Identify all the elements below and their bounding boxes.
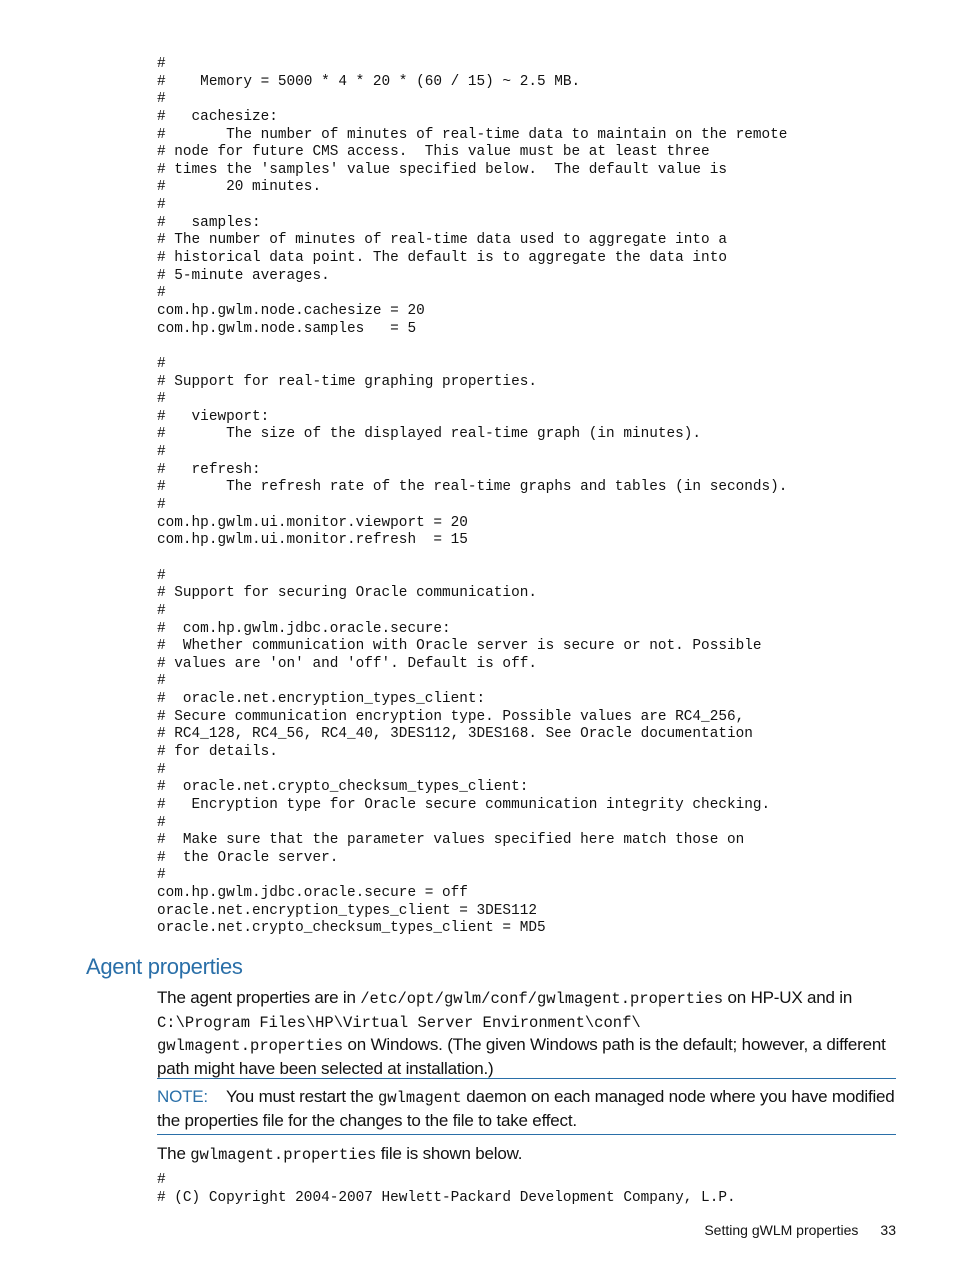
code-line: # xyxy=(157,285,166,302)
code-line: # cachesize: xyxy=(157,108,278,125)
paragraph-file-shown xyxy=(157,1143,897,1167)
paragraph-text: file is shown below. xyxy=(376,1144,523,1163)
code-line: # 5-minute averages. xyxy=(157,267,330,284)
code-listing-agent-properties xyxy=(157,1172,736,1207)
code-line: com.hp.gwlm.ui.monitor.refresh = 15 xyxy=(157,532,468,549)
paragraph-agent-properties-path xyxy=(157,987,897,1079)
code-line: com.hp.gwlm.jdbc.oracle.secure = off xyxy=(157,885,468,902)
file-name: gwlmagent.properties xyxy=(190,1146,377,1164)
code-line: # xyxy=(157,761,166,778)
code-line: com.hp.gwlm.node.cachesize = 20 xyxy=(157,302,425,319)
path-windows: C:\Program Files\HP\Virtual Server Environment\conf\ xyxy=(157,1013,641,1032)
code-line: # The size of the displayed real-time graph (in minutes). xyxy=(157,426,702,443)
note-body: daemon on each managed node where you have modified the properties file for the changes to the file to take effect. xyxy=(157,1087,895,1130)
code-line: # refresh: xyxy=(157,461,261,478)
code-line: # com.hp.gwlm.jdbc.oracle.secure: xyxy=(157,620,451,637)
code-line: # xyxy=(157,444,166,461)
code-line: # xyxy=(157,197,166,214)
paragraph-text: The agent properties are in xyxy=(157,988,361,1007)
code-line: # viewport: xyxy=(157,408,270,425)
code-listing-properties xyxy=(157,56,787,938)
code-line xyxy=(157,338,787,356)
section-heading: Agent properties xyxy=(86,954,243,979)
code-line: # times the 'samples' value specified below. The default value is xyxy=(157,161,727,178)
code-line: # RC4_128, RC4_56, RC4_40, 3DES112, 3DES168. See Oracle documentation xyxy=(157,726,753,743)
code-line: # the Oracle server. xyxy=(157,849,339,866)
code-line: # for details. xyxy=(157,743,278,760)
code-line: # samples: xyxy=(157,214,261,231)
code-line: # xyxy=(157,91,166,108)
paragraph-text: on Windows. (The given Windows path is the default; however, a different path might have been selected at installation.) xyxy=(157,1035,886,1078)
code-line: oracle.net.encryption_types_client = 3DES112 xyxy=(157,902,537,919)
code-line: # Make sure that the parameter values specified here match those on xyxy=(157,832,745,849)
code-line: # The number of minutes of real-time data to maintain on the remote xyxy=(157,126,788,143)
code-line: # xyxy=(157,56,166,72)
code-line: # xyxy=(157,673,166,690)
code-line: # Support for real-time graphing properties. xyxy=(157,373,537,390)
daemon-name: gwlmagent xyxy=(377,1089,462,1107)
code-line: # xyxy=(157,1172,166,1188)
code-line: # Memory = 5000 * 4 * 20 * (60 / 15) ~ 2.5 MB. xyxy=(157,73,581,90)
paragraph-text: The xyxy=(157,1144,191,1163)
code-line: # (C) Copyright 2004-2007 Hewlett-Packard Development Company, L.P. xyxy=(157,1189,736,1206)
code-line: # Secure communication encryption type. Possible values are RC4_256, xyxy=(157,708,745,725)
code-line: # Whether communication with Oracle server is secure or not. Possible xyxy=(157,638,762,655)
code-line: com.hp.gwlm.ui.monitor.viewport = 20 xyxy=(157,514,468,531)
code-line: # Support for securing Oracle communication. xyxy=(157,585,537,602)
note-text xyxy=(157,1086,896,1131)
paragraph-text: on HP-UX and in xyxy=(723,988,853,1007)
footer-title: Setting gWLM properties xyxy=(704,1222,859,1238)
path-hpux: /etc/opt/gwlm/conf/gwlmagent.properties xyxy=(360,990,724,1008)
code-line: # values are 'on' and 'off'. Default is off. xyxy=(157,655,537,672)
note-body: You must restart the xyxy=(225,1087,378,1106)
code-line: # xyxy=(157,355,166,372)
code-line: # xyxy=(157,867,166,884)
code-line: # xyxy=(157,814,166,831)
note-box xyxy=(157,1078,896,1135)
code-line: # historical data point. The default is to aggregate the data into xyxy=(157,250,727,267)
path-windows-filename: gwlmagent.properties xyxy=(157,1037,344,1055)
code-line: # xyxy=(157,567,166,584)
code-line: # oracle.net.crypto_checksum_types_client: xyxy=(157,779,529,796)
page-number: 33 xyxy=(880,1222,896,1238)
code-line: # oracle.net.encryption_types_client: xyxy=(157,691,486,708)
code-line: # xyxy=(157,497,166,514)
code-line: # node for future CMS access. This value must be at least three xyxy=(157,144,710,161)
code-line: # Encryption type for Oracle secure communication integrity checking. xyxy=(157,796,771,813)
code-line: # 20 minutes. xyxy=(157,179,322,196)
code-line: com.hp.gwlm.node.samples = 5 xyxy=(157,320,417,337)
code-line: # xyxy=(157,391,166,408)
code-line: oracle.net.crypto_checksum_types_client = MD5 xyxy=(157,920,546,937)
code-line: # xyxy=(157,602,166,619)
page-footer xyxy=(704,1222,896,1238)
note-label: NOTE: xyxy=(157,1087,208,1106)
code-line: # The refresh rate of the real-time graphs and tables (in seconds). xyxy=(157,479,788,496)
code-line xyxy=(157,550,787,568)
code-line: # The number of minutes of real-time data used to aggregate into a xyxy=(157,232,727,249)
